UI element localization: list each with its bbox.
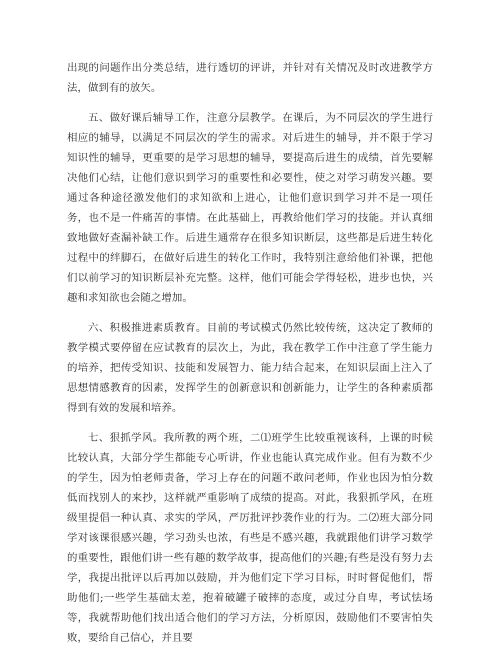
paragraph-6-quality-education: 六、积极推进素质教育。目前的考试模式仍然比较传统，这决定了教师的教学模式要停留在应试教育的层次上，为此，我在教学工作中注意了学生能力的培养，把传受知识、技能和发展智力、能力结合起来，在知识层面上注入了思想情感教育的因素，发挥学生的创新意识和创新能力，让学生的各种素质都得到有效的发展和培养。	[67, 322, 433, 414]
paragraph-5-tutoring: 五、做好课后辅导工作，注意分层教学。在课后，为不同层次的学生进行相应的辅导，以满足不同层次的学生的需求。对后进生的辅导，并不限于学习知识性的辅导，更重要的是学习思想的辅导，要提高后进生的成绩，首先要解决他们心结，让他们意识到学习的重要性和必要性，使之对学习萌发兴趣。要通过各种途径激发他们的求知欲和上进心，让他们意识到学习并不是一项任务，也不是一件痛苦的事情。在此基础上，再教给他们学习的技能。并认真细致地做好查漏补缺工作。后进生通常存在很多知识断层，这些都是后进生转化过程中的绊脚石，在做好后进生的转化工作时，我特别注意给他们补课，把他们以前学习的知识断层补充完整。这样，他们可能会学得轻松，进步也快，兴趣和求知欲也会随之增加。	[67, 112, 433, 304]
paragraph-1: 出现的问题作出分类总结，进行透切的评讲，并针对有关情况及时改进教学方法，做到有的放矢。	[67, 62, 433, 94]
paragraph-7-study-style: 七、狠抓学风。我所教的两个班，二⑴班学生比较重视该科，上课的时候比较认真，大部分学生都能专心听讲，作业也能认真完成作业。但有为数不少的学生，因为怕老师责备，学习上存在的问题不敢问老师，作业也因为怕分数低而找别人的来抄，这样就严重影响了成绩的提高。对此，我狠抓学风，在班级里提倡一种认真、求实的学风，严厉批评抄袭作业的行为。二⑵班大部分同学对该课很感兴趣，学习劲头也浓，有些是不感兴趣，我就跟他们讲学习数学的重要性，跟他们讲一些有趣的数学故事，提高他们的兴趣;有些是没有努力去学，我提出批评以后再加以鼓励，并为他们定下学习目标，时时督促他们，帮助他们;一些学生基础太差，抱着破罐子破摔的态度，或过分自卑，考试怯场等，我就帮助他们找出适合他们的学习方法，分析原因，鼓励他们不要害怕失败，要给自己信心，并且要	[67, 432, 433, 644]
document-body	[67, 58, 433, 648]
